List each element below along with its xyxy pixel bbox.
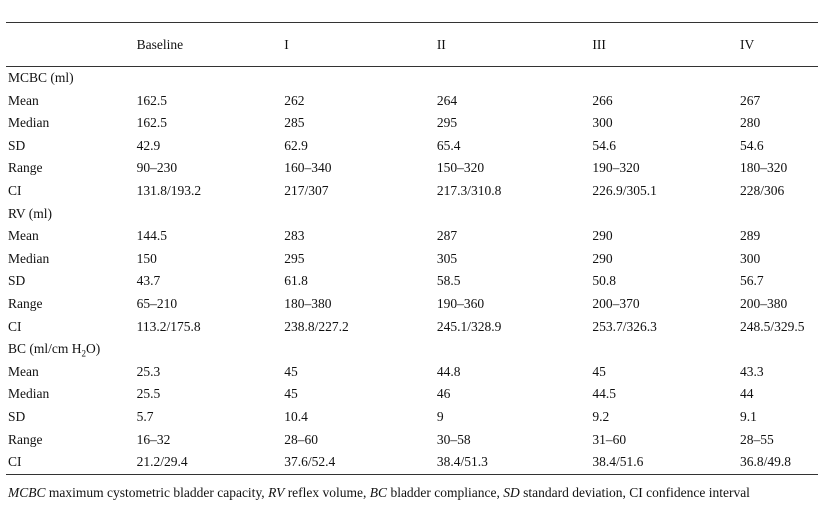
footnote-text: maximum cystometric bladder capacity, bbox=[45, 485, 269, 500]
bottom-rule bbox=[6, 474, 818, 475]
table-cell: 295 bbox=[436, 115, 458, 131]
table-cell: 267 bbox=[740, 92, 761, 108]
table-cell: 44.5 bbox=[592, 386, 617, 402]
table-cell: 150–320 bbox=[436, 160, 485, 176]
row-label: Range bbox=[8, 295, 43, 311]
section-title: RV (ml) bbox=[8, 205, 53, 221]
table-row bbox=[6, 316, 818, 339]
table-cell: 54.6 bbox=[592, 137, 617, 153]
table-cell: 38.4/51.3 bbox=[436, 454, 488, 470]
section-title-subscript: 2 bbox=[81, 348, 86, 359]
table-cell: 42.9 bbox=[136, 137, 161, 153]
table-row bbox=[6, 90, 818, 113]
row-label: Mean bbox=[8, 228, 39, 244]
row-label: SD bbox=[8, 408, 26, 424]
table-cell: 300 bbox=[592, 115, 613, 131]
header-cell-baseline: Baseline bbox=[136, 37, 184, 52]
table-cell: 56.7 bbox=[740, 273, 764, 289]
footnote-abbreviation: RV bbox=[268, 485, 285, 500]
table-cell: 287 bbox=[436, 228, 458, 244]
table-cell: 37.6/52.4 bbox=[284, 454, 336, 470]
table-row bbox=[6, 112, 818, 135]
table-row bbox=[6, 361, 818, 384]
table-cell: 45 bbox=[284, 386, 298, 402]
table-cell: 28–60 bbox=[284, 431, 318, 447]
table-cell: 190–320 bbox=[592, 160, 640, 176]
table-cell: 113.2/175.8 bbox=[136, 318, 201, 334]
table-cell: 31–60 bbox=[592, 431, 627, 447]
table-cell: 245.1/328.9 bbox=[436, 318, 502, 334]
table-row bbox=[6, 293, 818, 316]
table-cell: 253.7/326.3 bbox=[592, 318, 657, 334]
section-title bbox=[6, 338, 818, 361]
table-cell: 285 bbox=[284, 115, 305, 131]
table-cell: 61.8 bbox=[284, 273, 308, 289]
table-cell: 44 bbox=[740, 386, 754, 402]
table-cell: 200–380 bbox=[740, 295, 788, 311]
footnote-abbreviation: MCBC bbox=[8, 485, 46, 500]
row-label: SD bbox=[8, 137, 26, 153]
header-cell-iii: III bbox=[592, 37, 606, 52]
table-cell: 300 bbox=[740, 250, 761, 266]
table-cell: 217/307 bbox=[284, 182, 329, 198]
table-cell: 180–380 bbox=[284, 295, 332, 311]
footnote-text: reflex volume, bbox=[284, 485, 370, 500]
table-header bbox=[6, 23, 818, 67]
table-cell: 50.8 bbox=[592, 273, 617, 289]
table-cell: 226.9/305.1 bbox=[592, 182, 657, 198]
row-label: Mean bbox=[8, 363, 39, 379]
table-cell: 58.5 bbox=[436, 273, 461, 289]
table-cell: 36.8/49.8 bbox=[740, 454, 792, 470]
footnote-text: standard deviation, CI confidence interval bbox=[519, 485, 750, 500]
table-cell: 62.9 bbox=[284, 137, 308, 153]
data-table bbox=[6, 23, 818, 474]
header-rule bbox=[6, 66, 818, 67]
table-cell: 46 bbox=[436, 386, 451, 402]
table-cell: 90–230 bbox=[136, 160, 178, 176]
section-header-row bbox=[6, 67, 818, 90]
table-cell: 262 bbox=[284, 92, 305, 108]
table-row bbox=[6, 406, 818, 429]
table-cell: 21.2/29.4 bbox=[136, 454, 188, 470]
table-footnote bbox=[8, 484, 814, 501]
table-cell: 43.7 bbox=[136, 273, 161, 289]
row-label: Median bbox=[8, 115, 50, 131]
table-cell: 180–320 bbox=[740, 160, 788, 176]
table-cell: 264 bbox=[436, 92, 458, 108]
row-label: CI bbox=[8, 182, 22, 198]
header-row bbox=[6, 23, 818, 67]
table-cell: 238.8/227.2 bbox=[284, 318, 349, 334]
section-title-tail: O) bbox=[86, 341, 101, 357]
table-cell: 289 bbox=[740, 228, 761, 244]
row-label: Range bbox=[8, 431, 43, 447]
header-cell-ii: II bbox=[436, 37, 446, 52]
table-cell: 283 bbox=[284, 228, 305, 244]
row-label: Median bbox=[8, 386, 50, 402]
table-cell: 162.5 bbox=[136, 115, 167, 131]
section-header-row bbox=[6, 338, 818, 361]
table-cell: 43.3 bbox=[740, 363, 764, 379]
table-cell: 290 bbox=[592, 228, 613, 244]
table-cell: 295 bbox=[284, 250, 305, 266]
table-row bbox=[6, 429, 818, 452]
table-cell: 25.3 bbox=[136, 363, 161, 379]
table-cell: 150 bbox=[136, 250, 157, 266]
section-title-main: BC (ml/cm H bbox=[8, 341, 82, 357]
table-row bbox=[6, 157, 818, 180]
table-row bbox=[6, 248, 818, 271]
table-cell: 65–210 bbox=[136, 295, 178, 311]
table-cell: 280 bbox=[740, 115, 761, 131]
table-cell: 248.5/329.5 bbox=[740, 318, 805, 334]
table-cell: 305 bbox=[436, 250, 458, 266]
table-cell: 9.1 bbox=[740, 408, 757, 424]
data-table-container bbox=[6, 22, 818, 475]
table-cell: 10.4 bbox=[284, 408, 308, 424]
header-cell-iv: IV bbox=[740, 37, 755, 52]
table-row bbox=[6, 135, 818, 158]
footnote-text: bladder compliance, bbox=[387, 485, 504, 500]
row-label: CI bbox=[8, 454, 22, 470]
row-label: CI bbox=[8, 318, 22, 334]
footnote-abbreviation: SD bbox=[503, 485, 520, 500]
table-row bbox=[6, 225, 818, 248]
table-cell: 28–55 bbox=[740, 431, 774, 447]
table-cell: 160–340 bbox=[284, 160, 332, 176]
table-cell: 30–58 bbox=[436, 431, 471, 447]
table-row bbox=[6, 383, 818, 406]
table-cell: 217.3/310.8 bbox=[436, 182, 502, 198]
table-cell: 200–370 bbox=[592, 295, 640, 311]
row-label: Range bbox=[8, 160, 43, 176]
table-cell: 45 bbox=[284, 363, 298, 379]
row-label: Mean bbox=[8, 92, 39, 108]
table-row bbox=[6, 451, 818, 474]
row-label: Median bbox=[8, 250, 50, 266]
table-cell: 54.6 bbox=[740, 137, 764, 153]
table-cell: 131.8/193.2 bbox=[136, 182, 202, 198]
table-cell: 38.4/51.6 bbox=[592, 454, 644, 470]
table-cell: 190–360 bbox=[436, 295, 485, 311]
table-cell: 45 bbox=[592, 363, 606, 379]
table-cell: 5.7 bbox=[136, 408, 154, 424]
row-label: SD bbox=[8, 273, 26, 289]
section-header-row bbox=[6, 203, 818, 226]
header-cell-label bbox=[6, 23, 137, 67]
table-cell: 266 bbox=[592, 92, 613, 108]
table-cell: 9.2 bbox=[592, 408, 610, 424]
table-cell: 44.8 bbox=[436, 363, 461, 379]
table-row bbox=[6, 270, 818, 293]
section-title: MCBC (ml) bbox=[8, 70, 74, 85]
table-cell: 144.5 bbox=[136, 228, 167, 244]
table-cell: 25.5 bbox=[136, 386, 161, 402]
table-cell: 65.4 bbox=[436, 137, 461, 153]
footnote-abbreviation: BC bbox=[369, 485, 388, 500]
table-cell: 162.5 bbox=[136, 92, 167, 108]
table-cell: 16–32 bbox=[136, 431, 171, 447]
header-cell-i: I bbox=[284, 37, 289, 52]
table-body bbox=[6, 67, 818, 474]
table-row bbox=[6, 180, 818, 203]
table-cell: 290 bbox=[592, 250, 613, 266]
table-cell: 228/306 bbox=[740, 182, 785, 198]
table-cell: 9 bbox=[436, 408, 444, 424]
